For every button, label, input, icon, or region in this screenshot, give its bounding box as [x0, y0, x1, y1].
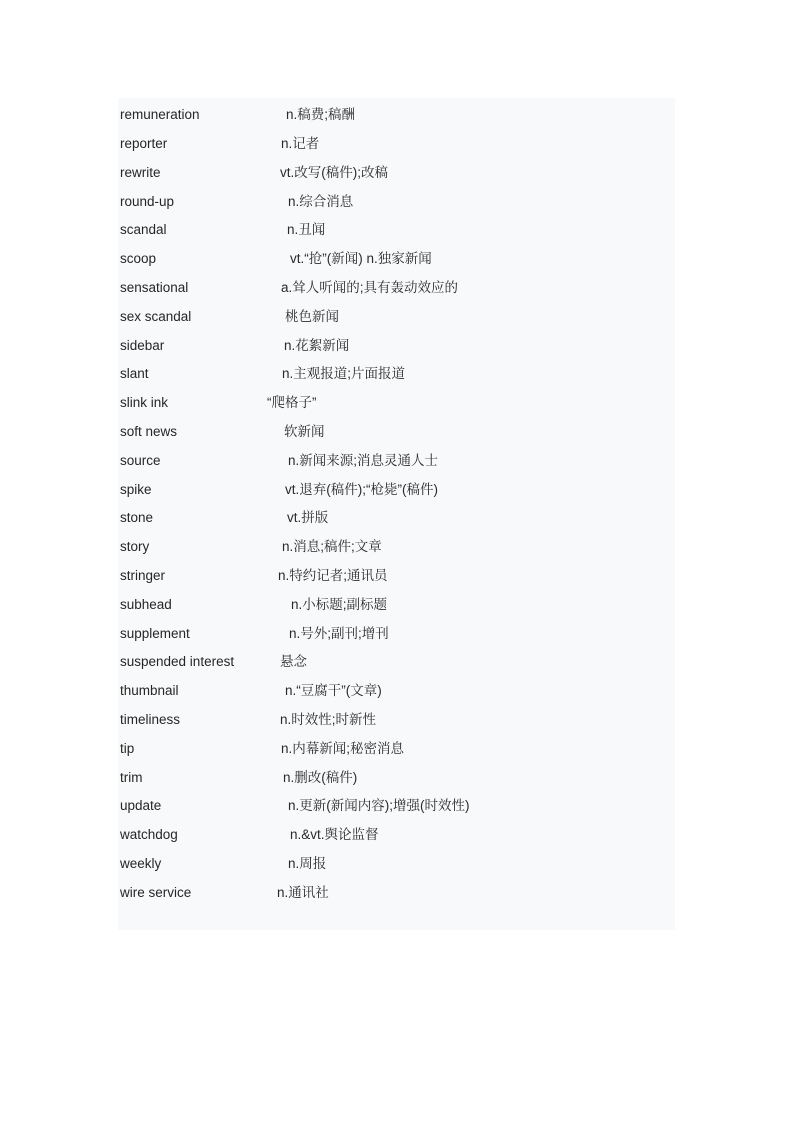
- glossary-entry: [118, 191, 675, 213]
- entry-definition: 悬念: [280, 654, 307, 669]
- glossary-entry: [118, 133, 675, 155]
- glossary-entry: [118, 104, 675, 126]
- glossary-entry: [118, 738, 675, 760]
- glossary-entry: [118, 853, 675, 875]
- entry-term: subhead: [120, 597, 172, 612]
- entry-definition: n.&vt.舆论监督: [290, 827, 379, 842]
- glossary-entry: [118, 882, 675, 904]
- glossary-entry: [118, 565, 675, 587]
- entry-definition: n.“豆腐干”(文章): [285, 683, 382, 698]
- entry-definition: n.内幕新闻;秘密消息: [281, 741, 405, 756]
- entry-term: suspended interest: [120, 654, 235, 669]
- entry-definition: n.通讯社: [277, 885, 329, 900]
- entry-term: rewrite: [120, 165, 161, 180]
- entry-definition: 桃色新闻: [285, 309, 339, 324]
- entry-definition: n.综合消息: [288, 194, 354, 209]
- entry-definition: n.主观报道;片面报道: [282, 366, 406, 381]
- entry-definition: vt.改写(稿件);改稿: [280, 165, 388, 180]
- entry-definition: n.稿费;稿酬: [286, 107, 356, 122]
- entry-definition: vt.“抢”(新闻) n.独家新闻: [290, 251, 432, 266]
- entry-term: source: [120, 453, 161, 468]
- entry-term: wire service: [120, 885, 192, 900]
- entry-term: spike: [120, 482, 152, 497]
- entry-definition: n.丑闻: [287, 222, 326, 237]
- entry-term: timeliness: [120, 712, 181, 727]
- glossary-entry: [118, 651, 675, 673]
- glossary-entry: [118, 594, 675, 616]
- glossary-entry: [118, 392, 675, 414]
- glossary-entry: [118, 219, 675, 241]
- entry-definition: n.号外;副刊;增刊: [289, 626, 389, 641]
- glossary-entry: [118, 767, 675, 789]
- glossary-entry: [118, 421, 675, 443]
- entry-term: sidebar: [120, 338, 165, 353]
- entry-definition: “爬格子”: [267, 395, 317, 410]
- glossary-panel: [118, 98, 675, 930]
- entry-definition: n.消息;稿件;文章: [282, 539, 382, 554]
- entry-term: weekly: [120, 856, 162, 871]
- entry-term: scoop: [120, 251, 157, 266]
- entry-term: stone: [120, 510, 154, 525]
- entry-definition: a.耸人听闻的;具有轰动效应的: [281, 280, 459, 295]
- entry-definition: n.新闻来源;消息灵通人士: [288, 453, 439, 468]
- entry-term: slant: [120, 366, 149, 381]
- glossary-entry: [118, 824, 675, 846]
- glossary-entry: [118, 507, 675, 529]
- entry-term: remuneration: [120, 107, 200, 122]
- entry-term: scandal: [120, 222, 167, 237]
- entry-definition: n.小标题;副标题: [291, 597, 388, 612]
- entry-term: sensational: [120, 280, 189, 295]
- glossary-entry: [118, 623, 675, 645]
- entry-definition: n.记者: [281, 136, 320, 151]
- entry-term: reporter: [120, 136, 168, 151]
- entry-term: story: [120, 539, 150, 554]
- entry-term: update: [120, 798, 162, 813]
- entry-term: stringer: [120, 568, 166, 583]
- glossary-entry: [118, 680, 675, 702]
- glossary-entry: [118, 363, 675, 385]
- entry-definition: n.花絮新闻: [284, 338, 350, 353]
- glossary-entry: [118, 248, 675, 270]
- entry-definition: vt.退弃(稿件);“枪毙”(稿件): [285, 482, 438, 497]
- glossary-entry: [118, 536, 675, 558]
- entry-term: trim: [120, 770, 143, 785]
- entry-definition: 软新闻: [284, 424, 325, 439]
- entry-term: supplement: [120, 626, 190, 641]
- entry-term: round-up: [120, 194, 175, 209]
- glossary-entry: [118, 450, 675, 472]
- entry-term: soft news: [120, 424, 178, 439]
- entry-term: slink ink: [120, 395, 169, 410]
- glossary-entry: [118, 709, 675, 731]
- glossary-entry: [118, 479, 675, 501]
- glossary-entry: [118, 277, 675, 299]
- entry-definition: n.周报: [288, 856, 327, 871]
- glossary-entry: [118, 162, 675, 184]
- entry-definition: n.更新(新闻内容);增强(时效性): [288, 798, 470, 813]
- entry-term: sex scandal: [120, 309, 192, 324]
- entry-term: watchdog: [120, 827, 178, 842]
- entry-definition: n.时效性;时新性: [280, 712, 377, 727]
- entry-definition: n.特约记者;通讯员: [278, 568, 388, 583]
- entry-definition: vt.拼版: [287, 510, 329, 525]
- glossary-entry: [118, 335, 675, 357]
- glossary-entry: [118, 306, 675, 328]
- entry-definition: n.删改(稿件): [283, 770, 358, 785]
- entry-term: tip: [120, 741, 135, 756]
- glossary-entry: [118, 795, 675, 817]
- entry-term: thumbnail: [120, 683, 179, 698]
